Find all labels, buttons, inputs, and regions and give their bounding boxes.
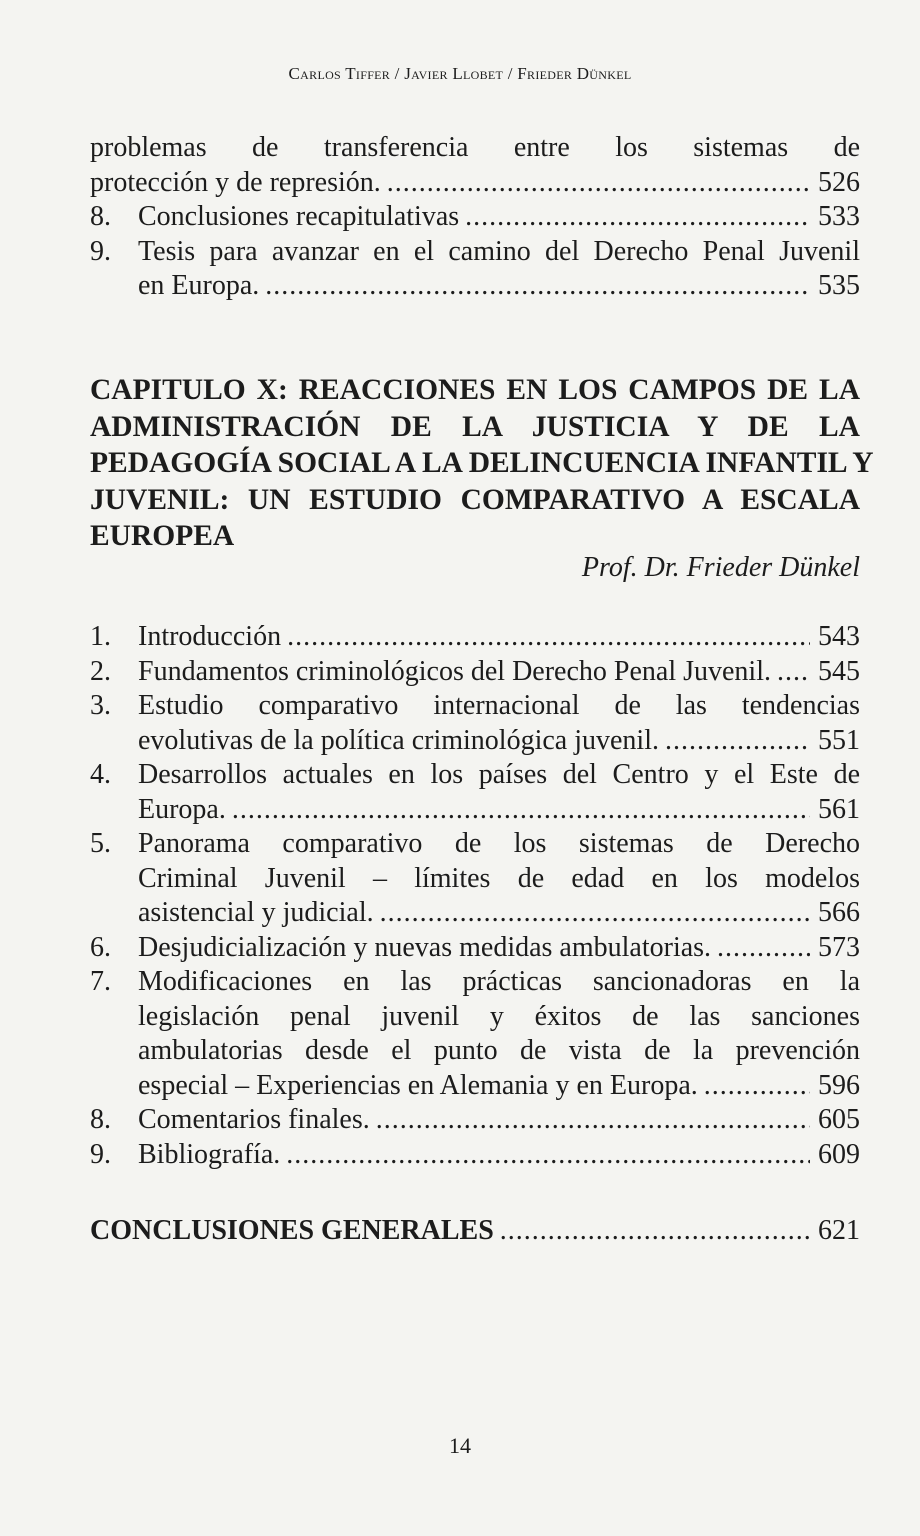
toc-page-number: 533 xyxy=(818,201,860,232)
toc-entry-number: 9. xyxy=(90,235,111,267)
toc-entry-text: evolutivas de la política criminológica juvenil. xyxy=(138,724,659,756)
dot-leader xyxy=(232,793,810,828)
toc-entry-text: Europa. xyxy=(138,793,226,825)
toc-entry-text: legislación penal juvenil y éxitos de las sanciones xyxy=(138,1000,860,1032)
toc-page-number: 551 xyxy=(818,724,860,756)
toc-entry-text: Comentarios finales. xyxy=(138,1104,370,1135)
toc-entry-number: 7. xyxy=(90,966,111,997)
toc-page-number: 545 xyxy=(818,655,860,687)
toc-entry-text: Criminal Juvenil – límites de edad en los modelos xyxy=(138,862,860,894)
toc-entry xyxy=(90,1138,860,1173)
toc-entry-text: Bibliografía. xyxy=(138,1138,281,1170)
dot-leader xyxy=(704,1069,810,1104)
dot-leader xyxy=(287,620,810,655)
toc-entry-number: 1. xyxy=(90,621,111,652)
chapter-title-line: CAPITULO X: REACCIONES EN LOS CAMPOS DE LA xyxy=(90,374,860,406)
toc-entry-number: 3. xyxy=(90,690,111,721)
toc-page-number: 526 xyxy=(818,166,860,198)
toc-entry xyxy=(90,655,860,690)
toc-page-number: 566 xyxy=(818,897,860,928)
toc-page-number: 621 xyxy=(818,1215,860,1246)
dot-leader xyxy=(717,931,810,966)
toc-page-number: 605 xyxy=(818,1104,860,1135)
toc-entry-number: 4. xyxy=(90,759,111,790)
toc-entry xyxy=(90,235,860,304)
toc-entry xyxy=(90,931,860,966)
toc-entry-text: asistencial y judicial. xyxy=(138,897,374,928)
dot-leader xyxy=(665,724,810,759)
toc-entry-text: Introducción xyxy=(138,621,282,652)
chapter-title-line: JUVENIL: UN ESTUDIO COMPARATIVO A ESCALA xyxy=(90,483,860,516)
dot-leader xyxy=(777,655,810,690)
toc-page-number: 561 xyxy=(818,793,860,825)
toc-entry xyxy=(90,200,860,235)
toc-chapter-entries xyxy=(90,620,860,1172)
toc-entry-text: Tesis para avanzar en el camino del Derecho Penal Juvenil xyxy=(138,235,860,267)
toc-page-number: 573 xyxy=(818,931,860,963)
toc-page-number: 596 xyxy=(818,1069,860,1101)
dot-leader xyxy=(465,200,810,235)
toc-entry xyxy=(90,620,860,655)
toc-entry-text: Panorama comparativo de los sistemas de Derecho xyxy=(138,828,860,859)
toc-entry xyxy=(90,131,860,200)
page-number: 14 xyxy=(449,1433,471,1458)
chapter-title-line: PEDAGOGÍA SOCIAL A LA DELINCUENCIA INFANTIL Y xyxy=(90,447,874,479)
toc-entry-text: Desjudicialización y nuevas medidas ambulatorias. xyxy=(138,931,712,963)
dot-leader xyxy=(376,1103,810,1138)
toc-page-number: 535 xyxy=(818,270,860,301)
toc-entry-text: en Europa. xyxy=(138,270,260,301)
toc-page-number: 543 xyxy=(818,621,860,652)
toc-entry-text: Fundamentos criminológicos del Derecho Penal Juvenil. xyxy=(138,655,771,687)
dot-leader xyxy=(380,896,810,931)
toc-entry-number: 8. xyxy=(90,201,111,232)
conclusions-title: CONCLUSIONES GENERALES xyxy=(90,1215,494,1246)
toc-entry-number: 9. xyxy=(90,1138,111,1170)
running-head: Carlos Tiffer / Javier Llobet / Frieder Dünkel xyxy=(288,64,632,83)
toc-entry xyxy=(90,827,860,931)
dot-leader xyxy=(387,166,810,201)
toc-entry xyxy=(90,758,860,827)
toc-entry xyxy=(90,965,860,1103)
chapter-title-line: EUROPEA xyxy=(90,520,235,552)
toc-page-number: 609 xyxy=(818,1138,860,1170)
toc-prior-entries xyxy=(90,131,860,304)
dot-leader xyxy=(500,1214,810,1249)
toc-entry-text: Estudio comparativo internacional de las tendencias xyxy=(138,690,860,721)
toc-entry-number: 8. xyxy=(90,1104,111,1135)
toc-entry-text: especial – Experiencias en Alemania y en Europa. xyxy=(138,1069,698,1101)
chapter-title-line: ADMINISTRACIÓN DE LA JUSTICIA Y DE LA xyxy=(90,410,860,443)
toc-entry xyxy=(90,1103,860,1138)
toc-entry-text: protección y de represión. xyxy=(90,166,381,198)
dot-leader xyxy=(286,1138,810,1173)
toc-entry-text: problemas de transferencia entre los sistemas de xyxy=(90,132,860,163)
toc-conclusions-entry xyxy=(90,1214,860,1249)
toc-entry-text: ambulatorias desde el punto de vista de la prevención xyxy=(138,1035,860,1066)
toc-entry-number: 6. xyxy=(90,931,111,963)
chapter-author: Prof. Dr. Frieder Dünkel xyxy=(581,552,860,583)
toc-entry-text: Desarrollos actuales en los países del Centro y el Este de xyxy=(138,759,860,790)
toc-entry xyxy=(90,689,860,758)
toc-entry-text: Modificaciones en las prácticas sancionadoras en la xyxy=(138,966,860,997)
toc-entry-number: 5. xyxy=(90,828,111,859)
toc-entry-number: 2. xyxy=(90,655,111,687)
dot-leader xyxy=(265,269,810,304)
toc-entry-text: Conclusiones recapitulativas xyxy=(138,201,460,232)
chapter-heading xyxy=(90,372,874,555)
